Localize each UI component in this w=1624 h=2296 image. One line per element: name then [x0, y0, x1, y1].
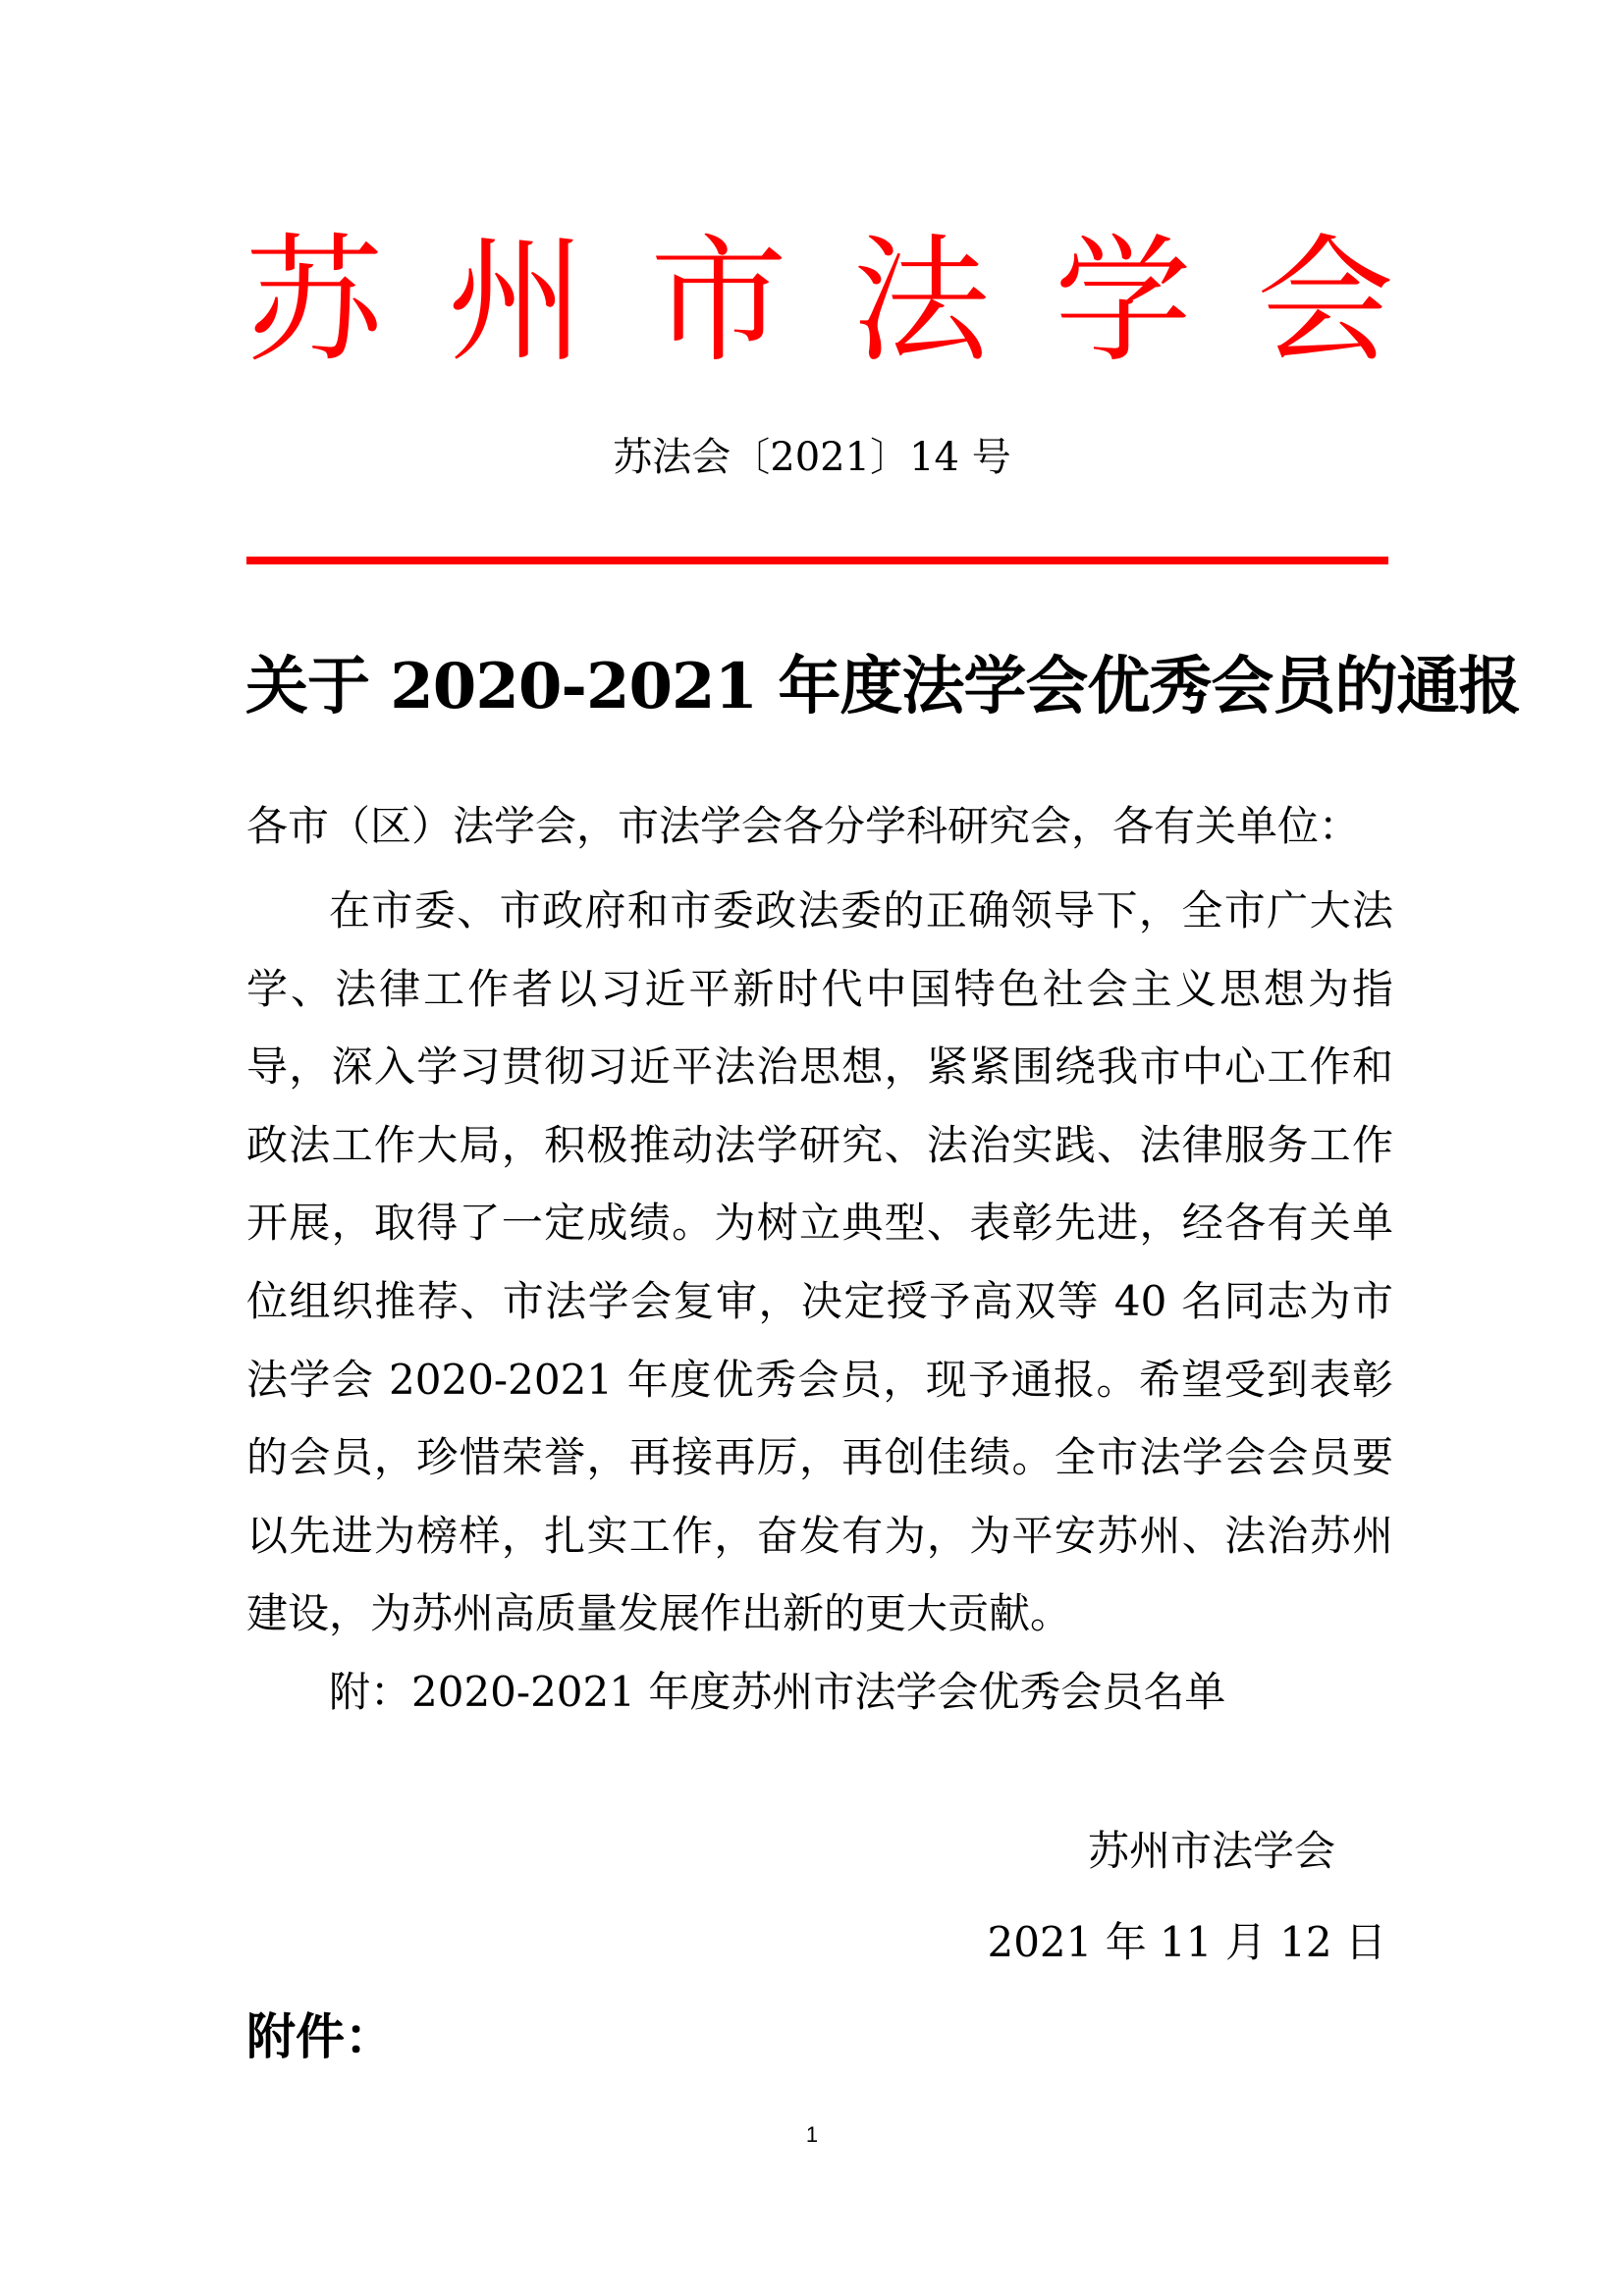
- issue-date: 2021 年 11 月 12 日: [987, 1918, 1386, 1966]
- organization-header-char: 会: [1256, 222, 1394, 382]
- issuer-signature: 苏州市法学会: [1087, 1827, 1335, 1875]
- salutation: 各市（区）法学会，市法学会各分学科研究会，各有关单位：: [246, 802, 1361, 850]
- organization-header-char: 法: [851, 222, 990, 382]
- page-number: 1: [805, 2122, 819, 2147]
- document-number: 苏法会〔2021〕14 号: [613, 435, 1011, 480]
- notice-title: 关于 2020-2021 年度法学会优秀会员的通报: [245, 650, 1521, 723]
- organization-header-char: 苏: [245, 222, 384, 382]
- red-divider-line: [246, 557, 1388, 564]
- body-paragraph: 在市委、市政府和市委政法委的正确领导下，全市广大法学、法律工作者以习近平新时代中国特色社会主义思想为指导，深入学习贯彻习近平法治思想，紧紧围绕我市中心工作和政法工作大局，积极推动法学研究、法治实践、法律服务工作开展，取得了一定成绩。为树立典型、表彰先进，经各有关单位组织推荐、市法学会复审，决定授予高双等 40 名同志为市法学会 2020-2021 年度优秀会员，现予通报。希望受到表彰的会员，珍惜荣誉，再接再厉，再创佳绩。全市法学会会员要以先进为榜样，扎实工作，奋发有为，为平安苏州、法治苏州建设，为苏州高质量发展作出新的更大贡献。: [246, 886, 1393, 1638]
- attachment-heading: 附件：: [246, 2008, 394, 2065]
- organization-header-char: 学: [1054, 222, 1192, 382]
- organization-header-char: 市: [649, 222, 787, 382]
- organization-header: [245, 224, 1394, 381]
- attachment-reference: 附：2020-2021 年度苏州市法学会优秀会员名单: [329, 1668, 1226, 1716]
- organization-header-char: 州: [447, 222, 585, 382]
